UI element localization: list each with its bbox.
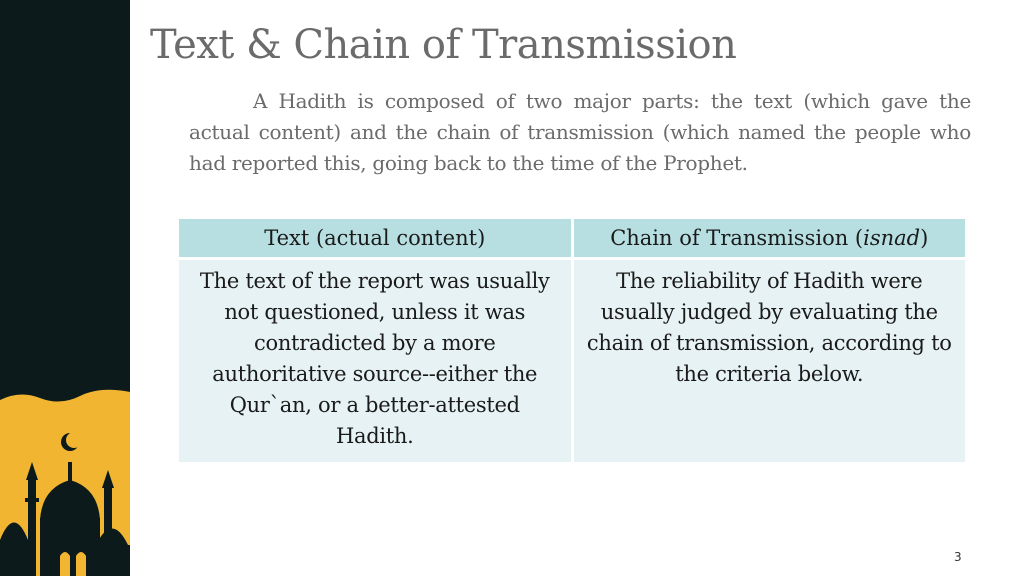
header-chain-column: [572, 218, 967, 259]
cell-text-description: The text of the report was usually not questioned, unless it was contradicted by a more authoritative source--either the Qur`an, or a better-attested Hadith.: [178, 259, 573, 464]
intro-paragraph: A Hadith is composed of two major parts: the text (which gave the actual content) and the chain of transmission (which named the people who had reported this, going back to the time of the Prophet.: [189, 89, 971, 175]
header-chain-italic: isnad: [863, 226, 921, 250]
comparison-table: [176, 216, 968, 465]
slide-title: Text & Chain of Transmission: [150, 22, 737, 68]
side-decoration-band: [0, 0, 130, 576]
header-text-column: Text (actual content): [178, 218, 573, 259]
mosque-silhouette-icon: [0, 0, 130, 576]
table-row: [178, 259, 967, 464]
table-header-row: [178, 218, 967, 259]
header-chain-prefix: Chain of Transmission (: [610, 226, 864, 250]
header-chain-suffix: ): [920, 226, 929, 250]
page-number: 3: [954, 550, 962, 564]
cell-chain-description: The reliability of Hadith were usually judged by evaluating the chain of transmission, according to the criteria below.: [572, 259, 967, 464]
